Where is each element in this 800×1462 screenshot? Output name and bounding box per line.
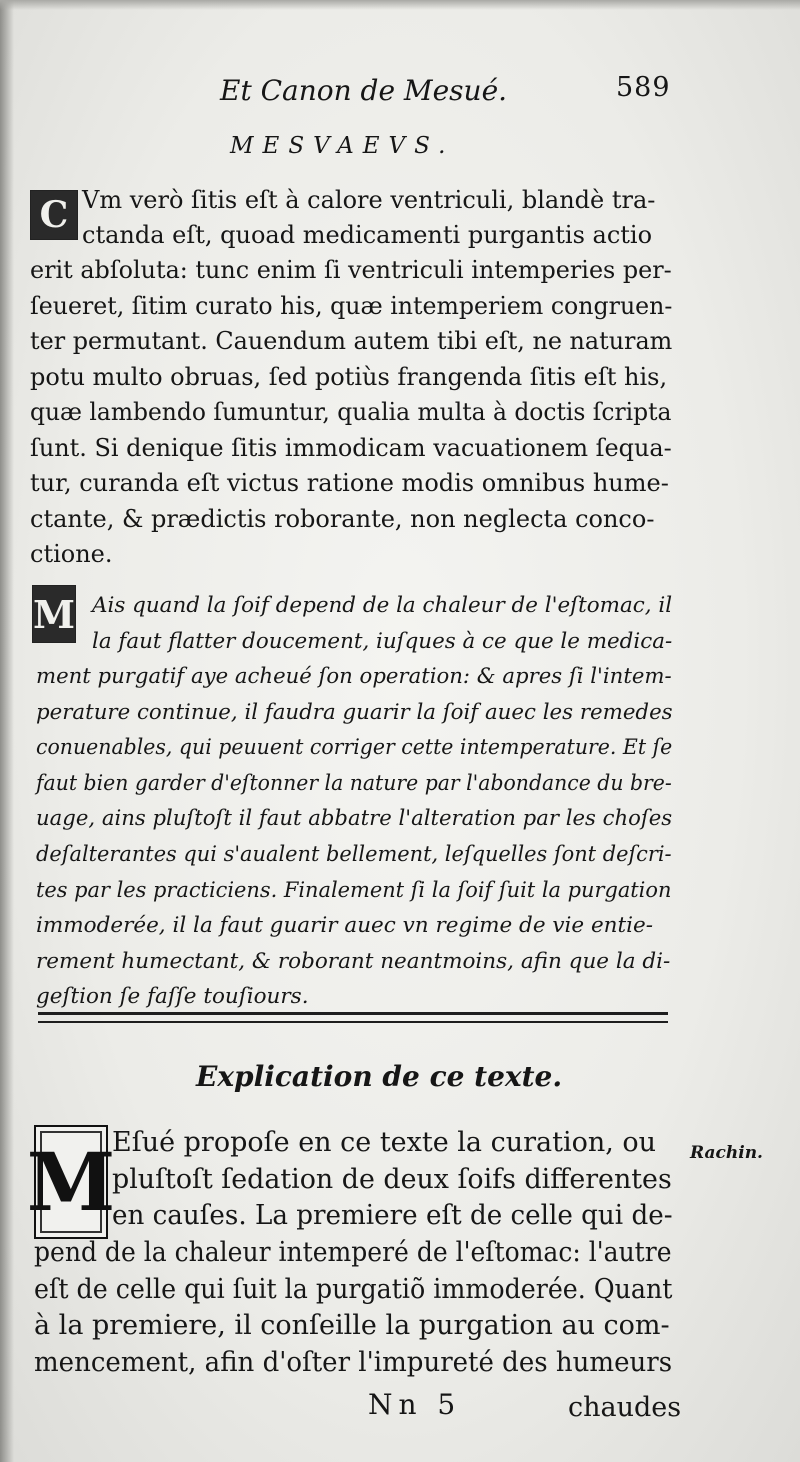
ornamental-rule (38, 1012, 668, 1015)
text-line: mencement, afin d'oſter l'impureté des humeurs (34, 1346, 673, 1378)
text-line: ctante, & prædictis roborante, non neglecta conco- (30, 504, 655, 533)
text-line: eſt de celle qui ſuit la purgatiõ immoderée. Quant (34, 1273, 673, 1305)
text-line: Ais quand la ſoif depend de la chaleur de l'eſtomac, il (92, 593, 673, 618)
latin-second-line (82, 218, 652, 254)
latin-paragraph (30, 253, 689, 573)
page-number: 589 (616, 72, 671, 103)
signature-mark: Nn 5 (368, 1388, 462, 1421)
text-line: conuenables, qui peuuent corriger cette intemperature. Et ſe (36, 735, 673, 761)
text-line: tur, curanda eſt victus ratione modis omnibus hume- (30, 469, 669, 497)
text-line: pluſtoſt ſedation de deux ſoifs differentes (112, 1163, 672, 1195)
text-line: ſeueret, ſitim curato his, quæ intemperiem congruen- (30, 291, 673, 320)
running-title: Et Canon de Mesué. (220, 74, 508, 107)
text-line: tes par les practiciens. Finalement ſi la ſoif ſuit la purgation (36, 877, 672, 903)
page-top-shadow (0, 0, 800, 10)
explication-heading: Explication de ce texte. (196, 1060, 563, 1093)
text-line: ctione. (30, 540, 113, 568)
text-line: Vm verò ſitis eſt à calore ventriculi, blandè tra- (82, 186, 656, 214)
latin-dropcap: C (30, 190, 78, 240)
text-line: uage, ains pluſtoſt il faut abbatre l'alteration par les choſes (36, 806, 673, 832)
text-line: immoderée, il la faut guarir auec vn regime de vie entie- (36, 913, 654, 939)
explication-paragraph (34, 1235, 722, 1381)
text-line: ment purgatif aye acheué ſon operation: & apres ſi l'intem- (36, 664, 672, 689)
text-line: perature continue, il faudra guarir la ſoif auec les remedes (36, 699, 673, 725)
text-line: rement humectant, & roborant neantmoins, afin que la di- (36, 948, 671, 974)
french-paragraph (36, 659, 706, 1015)
text-line: à la premiere, il conſeille la purgation au com- (34, 1310, 670, 1342)
french-dropcap: M (32, 585, 76, 643)
text-line: erit abſoluta: tunc enim ſi ventriculi intemperies per- (30, 256, 672, 284)
text-line: quæ lambendo ſumuntur, qualia multa à doctis ſcripta (30, 398, 672, 426)
french-first-lines (92, 588, 675, 659)
catchword: chaudes (568, 1392, 682, 1423)
section-heading: MESVAEVS. (230, 133, 455, 159)
text-line: potu multo obruas, ſed potiùs frangenda ſitis eſt his, (30, 362, 668, 391)
text-line: ter permutant. Cauendum autem tibi eſt, ne naturam (30, 327, 673, 355)
text-line: la faut flatter doucement, iuſques à ce que le medica- (92, 628, 673, 654)
page-gutter-shadow (0, 0, 14, 1462)
text-line: faut bien garder d'eſtonner la nature par l'abondance du bre- (36, 770, 672, 796)
explication-dropcap: M (34, 1125, 108, 1239)
text-line: deſalterantes qui s'aualent bellement, leſquelles ſont deſcri- (36, 841, 672, 867)
latin-first-lines (82, 183, 655, 219)
text-line: ſunt. Si denique ſitis immodicam vacuationem ſequa- (30, 433, 672, 462)
explication-first-lines (112, 1125, 690, 1235)
text-line: geſtion ſe faſſe touſiours. (36, 984, 309, 1010)
margin-note: Rachin. (690, 1143, 763, 1163)
text-line: ctanda eſt, quoad medicamenti purgantis actio (82, 221, 653, 249)
text-line: en cauſes. La premiere eſt de celle qui de- (112, 1200, 673, 1232)
text-line: pend de la chaleur intemperé de l'eſtomac: l'autre (34, 1237, 672, 1268)
text-line: Eſué propoſe en ce texte la curation, ou (112, 1127, 657, 1158)
ornamental-rule-thin (38, 1021, 668, 1023)
